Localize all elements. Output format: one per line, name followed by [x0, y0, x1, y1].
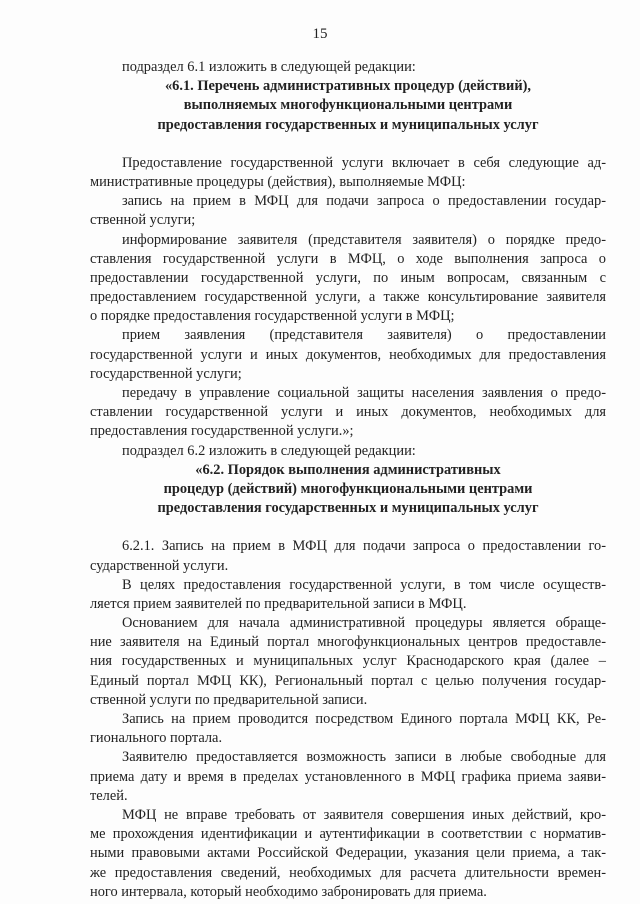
heading-6-2-line: предоставления государственных и муниципальных услуг: [157, 500, 539, 517]
text-line: государственной услуги;: [90, 365, 242, 382]
text-line: Единый портал МФЦ КК), Региональный портал с целью получения государ-: [90, 672, 606, 689]
text-line: приема дату и время в пределах установленного в МФЦ графика приема заяви-: [90, 768, 606, 785]
text-line: ставления государственной услуги в МФЦ, о ходе выполнения запроса о: [90, 250, 606, 267]
text-line: предоставления государственной услуги.»;: [90, 423, 354, 440]
text-line: МФЦ не вправе требовать от заявителя совершения иных действий, кро-: [122, 806, 606, 823]
intro-paragraph-6-2: подраздел 6.2 изложить в следующей редакции:: [122, 442, 416, 459]
heading-6-2-line: «6.2. Порядок выполнения административных: [195, 461, 501, 478]
document-body: [90, 58, 606, 902]
text-line: прием заявления (представителя заявителя) о предоставлении: [122, 327, 606, 344]
text-line: Запись на прием проводится посредством Единого портала МФЦ КК, Ре-: [122, 711, 606, 727]
text-line: ляется прием заявителей по предварительной записи в МФЦ.: [90, 595, 467, 612]
page-number: 15: [312, 26, 328, 42]
heading-6-1-line: предоставления государственных и муниципальных услуг: [157, 116, 539, 133]
heading-6-2-line: процедур (действий) многофункциональными центрами: [163, 480, 533, 497]
text-line: министративные процедуры (действия), выполняемые МФЦ:: [90, 173, 466, 190]
text-line: предоставлением государственной услуги, а также консультирование заявителя: [90, 289, 606, 306]
text-line: 6.2.1. Запись на прием в МФЦ для подачи запроса о предоставлении го-: [122, 538, 606, 555]
text-line: В целях предоставления государственной услуги, в том числе осуществ-: [122, 576, 606, 593]
text-line: Основанием для начала административной процедуры является обраще-: [122, 615, 606, 632]
text-line: ного интервала, который необходимо забронировать для приема.: [90, 883, 487, 900]
text-line: информирование заявителя (представителя заявителя) о порядке предо-: [122, 231, 606, 248]
heading-6-1-line: выполняемых многофункциональными центрами: [183, 97, 513, 114]
text-line: ние заявителя на Единый портал многофункциональных центров предоставле-: [90, 634, 606, 651]
text-line: ственной услуги по предварительной записи.: [90, 691, 368, 708]
intro-paragraph-6-1: подраздел 6.1 изложить в следующей редакции:: [122, 59, 416, 75]
text-line: гионального портала.: [90, 730, 223, 747]
text-line: ственной услуги;: [90, 212, 196, 229]
text-line: передачу в управление социальной защиты населения заявления о предо-: [122, 385, 606, 401]
text-line: запись на прием в МФЦ для подачи запроса о предоставлении государ-: [122, 193, 606, 210]
text-line: предоставлении государственной услуги, по иным вопросам, связанным с: [90, 269, 606, 286]
text-line: ными правовыми актами Российской Федерации, указания цели приема, а так-: [90, 845, 606, 862]
text-line: Заявителю предоставляется возможность записи в любые свободные для: [122, 749, 606, 766]
text-line: государственной услуги и иных документов, необходимых для предоставления: [90, 346, 606, 363]
text-line: же предоставления сведений, необходимых для расчета длительности времен-: [90, 864, 606, 881]
text-line: ставлении государственной услуги и иных документов, необходимых для: [90, 404, 606, 421]
text-line: ме прохождения идентификации и аутентификации в соответствии с норматив-: [90, 826, 606, 843]
text-line: сударственной услуги.: [90, 557, 229, 574]
text-line: Предоставление государственной услуги включает в себя следующие ад-: [122, 154, 606, 171]
text-line: о порядке предоставления государственной услуги в МФЦ;: [90, 308, 455, 325]
text-line: телей.: [90, 787, 128, 804]
text-line: ния государственных и муниципальных услуг Краснодарского края (далее –: [90, 653, 606, 670]
heading-6-1-line: «6.1. Перечень административных процедур (действий),: [164, 78, 532, 95]
